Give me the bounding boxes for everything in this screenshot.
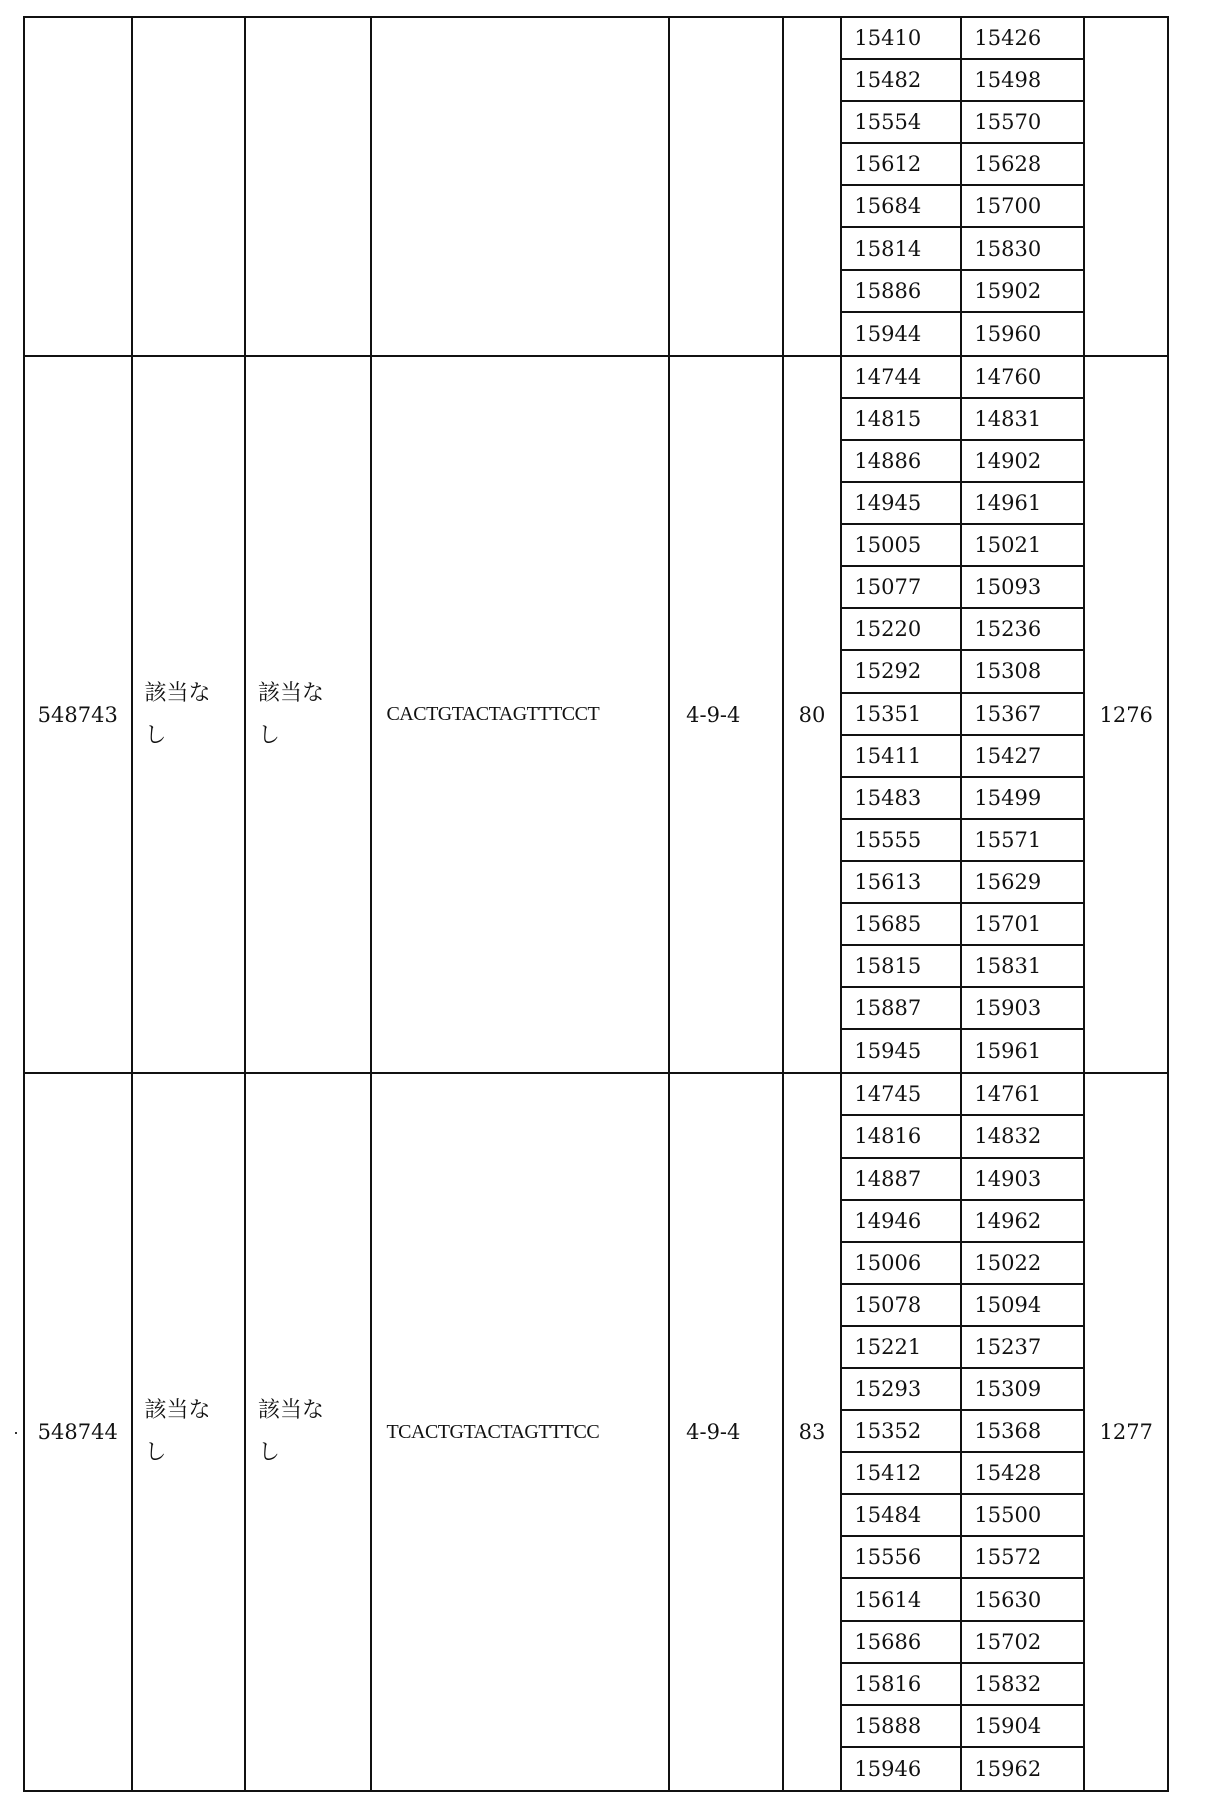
site-row [842, 271, 1083, 313]
cell-text-line: し [258, 722, 281, 748]
site-stop: 14962 [974, 1208, 1042, 1233]
site-start: 14886 [842, 441, 962, 481]
site-start: 15888 [842, 1706, 962, 1746]
site-stop: 15701 [974, 912, 1042, 937]
table-row-group [25, 357, 1167, 1075]
site-stop: 15236 [974, 617, 1042, 642]
site-start: 14816 [842, 1116, 962, 1156]
cell-text-line: し [258, 1440, 281, 1466]
site-row [842, 736, 1083, 778]
site-row [842, 357, 1083, 399]
site-stop: 15308 [974, 659, 1042, 684]
inhibition-percent-cell [784, 18, 843, 355]
site-start: 15612 [842, 144, 962, 184]
site-start: 15220 [842, 609, 962, 649]
sequence-cell: TCACTGTACTAGTTTCC [372, 1074, 670, 1790]
site-stop: 15571 [974, 827, 1042, 852]
seq-id-no-cell: 1277 [1099, 1420, 1153, 1445]
site-stop: 15961 [974, 1039, 1042, 1064]
site-start: 14945 [842, 483, 962, 523]
site-start: 14887 [842, 1159, 962, 1199]
mismatch-col-a-cell [133, 18, 247, 355]
site-row [842, 1537, 1083, 1579]
compound-id-cell: 548743 [25, 357, 133, 1073]
site-row [842, 988, 1083, 1030]
site-start: 15554 [842, 102, 962, 142]
site-row [842, 228, 1083, 270]
site-row [842, 609, 1083, 651]
compound-id-cell: 548744 [25, 1074, 133, 1790]
site-stop: 15570 [974, 110, 1042, 135]
site-start: 15886 [842, 271, 962, 311]
site-stop: 15902 [974, 278, 1042, 303]
mismatch-col-b-cell [246, 18, 372, 355]
site-stop: 15309 [974, 1377, 1042, 1402]
site-stop: 15831 [974, 954, 1042, 979]
site-row [842, 102, 1083, 144]
motif-cell [670, 18, 784, 355]
site-start: 15887 [842, 988, 962, 1028]
inhibition-percent-cell: 80 [784, 357, 843, 1073]
site-stop: 14760 [974, 364, 1042, 389]
site-stop: 15903 [974, 996, 1042, 1021]
site-row [842, 862, 1083, 904]
site-stop: 15093 [974, 575, 1042, 600]
compound-id-cell [25, 18, 133, 355]
site-row [842, 694, 1083, 736]
motif-cell: 4-9-4 [670, 357, 784, 1073]
site-start: 15816 [842, 1664, 962, 1704]
site-row [842, 820, 1083, 862]
site-start: 15412 [842, 1453, 962, 1493]
site-stop: 14902 [974, 448, 1042, 473]
site-start: 15351 [842, 694, 962, 734]
site-start: 14745 [842, 1074, 962, 1114]
site-start: 15614 [842, 1579, 962, 1619]
site-row [842, 651, 1083, 693]
site-start: 15221 [842, 1327, 962, 1367]
site-stop: 14831 [974, 406, 1042, 431]
target-sites-cell [842, 1074, 1085, 1790]
site-row [842, 525, 1083, 567]
site-row [842, 1622, 1083, 1664]
site-start: 15411 [842, 736, 962, 776]
site-row [842, 144, 1083, 186]
site-start: 15684 [842, 186, 962, 226]
site-stop: 15368 [974, 1419, 1042, 1444]
motif-cell: 4-9-4 [670, 1074, 784, 1790]
site-start: 15077 [842, 567, 962, 607]
cell-text-line: 該当な [258, 680, 325, 706]
site-row [842, 1285, 1083, 1327]
site-stop: 15830 [974, 236, 1042, 261]
cell-text-line: 該当な [144, 680, 211, 706]
target-sites-cell [842, 357, 1085, 1073]
site-start: 15685 [842, 904, 962, 944]
site-start: 15613 [842, 862, 962, 902]
site-stop: 15700 [974, 194, 1042, 219]
site-row [842, 1748, 1083, 1790]
site-start: 15686 [842, 1622, 962, 1662]
site-start: 15410 [842, 18, 962, 58]
site-row [842, 567, 1083, 609]
site-stop: 15094 [974, 1292, 1042, 1317]
site-start: 15006 [842, 1243, 962, 1283]
site-row [842, 946, 1083, 988]
site-start: 15352 [842, 1411, 962, 1451]
site-row [842, 1116, 1083, 1158]
site-stop: 15499 [974, 785, 1042, 810]
site-row [842, 483, 1083, 525]
site-stop: 15630 [974, 1587, 1042, 1612]
site-start: 15556 [842, 1537, 962, 1577]
target-sites-cell [842, 18, 1085, 355]
site-start: 14815 [842, 399, 962, 439]
site-stop: 14832 [974, 1124, 1042, 1149]
site-stop: 15628 [974, 152, 1042, 177]
mismatch-col-b-cell [246, 1074, 372, 1790]
site-row [842, 1664, 1083, 1706]
cell-text-line: 該当な [144, 1398, 211, 1424]
site-start: 15078 [842, 1285, 962, 1325]
site-row [842, 1201, 1083, 1243]
site-stop: 15962 [974, 1756, 1042, 1781]
site-row [842, 1579, 1083, 1621]
site-row [842, 399, 1083, 441]
cell-text-line: し [144, 1440, 167, 1466]
site-stop: 15367 [974, 701, 1042, 726]
site-stop: 15572 [974, 1545, 1042, 1570]
site-start: 15482 [842, 60, 962, 100]
site-stop: 15960 [974, 321, 1042, 346]
site-row [842, 1706, 1083, 1748]
site-stop: 15237 [974, 1334, 1042, 1359]
site-row [842, 1411, 1083, 1453]
site-stop: 15021 [974, 533, 1042, 558]
site-stop: 15426 [974, 26, 1042, 51]
site-row [842, 1030, 1083, 1072]
site-stop: 15498 [974, 68, 1042, 93]
site-row [842, 313, 1083, 355]
oligo-table [23, 16, 1169, 1792]
site-start: 15293 [842, 1369, 962, 1409]
mismatch-col-b-cell [246, 357, 372, 1073]
site-stop: 15629 [974, 869, 1042, 894]
sequence-cell: CACTGTACTAGTTTCCT [372, 357, 670, 1073]
inhibition-percent-cell: 83 [784, 1074, 843, 1790]
site-row [842, 1327, 1083, 1369]
site-row [842, 441, 1083, 483]
seq-id-no-cell [1085, 18, 1167, 355]
site-stop: 14761 [974, 1082, 1042, 1107]
site-stop: 15500 [974, 1503, 1042, 1528]
site-start: 14946 [842, 1201, 962, 1241]
site-start: 15945 [842, 1030, 962, 1072]
site-start: 15814 [842, 228, 962, 268]
site-row [842, 18, 1083, 60]
site-start: 15483 [842, 778, 962, 818]
site-stop: 14961 [974, 491, 1042, 516]
site-start: 15005 [842, 525, 962, 565]
site-start: 15484 [842, 1495, 962, 1535]
site-stop: 14903 [974, 1166, 1042, 1191]
site-row [842, 1243, 1083, 1285]
site-stop: 15832 [974, 1671, 1042, 1696]
site-row [842, 186, 1083, 228]
mismatch-col-a-cell [133, 357, 247, 1073]
scan-artifact-dot [15, 1432, 17, 1434]
mismatch-col-a-cell [133, 1074, 247, 1790]
site-row [842, 60, 1083, 102]
site-row [842, 1159, 1083, 1201]
site-stop: 15428 [974, 1461, 1042, 1486]
sequence-cell [372, 18, 670, 355]
site-row [842, 904, 1083, 946]
site-row [842, 1495, 1083, 1537]
seq-id-no-cell: 1276 [1099, 702, 1153, 727]
site-row [842, 1453, 1083, 1495]
site-row [842, 1074, 1083, 1116]
site-start: 14744 [842, 357, 962, 397]
cell-text-line: し [144, 722, 167, 748]
table-row-group [25, 1074, 1167, 1790]
site-stop: 15427 [974, 743, 1042, 768]
site-start: 15292 [842, 651, 962, 691]
site-start: 15555 [842, 820, 962, 860]
site-start: 15944 [842, 313, 962, 355]
site-row [842, 778, 1083, 820]
table-row-group [25, 18, 1167, 357]
site-stop: 15904 [974, 1713, 1042, 1738]
site-start: 15946 [842, 1748, 962, 1790]
cell-text-line: 該当な [258, 1398, 325, 1424]
site-start: 15815 [842, 946, 962, 986]
site-stop: 15702 [974, 1629, 1042, 1654]
site-row [842, 1369, 1083, 1411]
site-stop: 15022 [974, 1250, 1042, 1275]
